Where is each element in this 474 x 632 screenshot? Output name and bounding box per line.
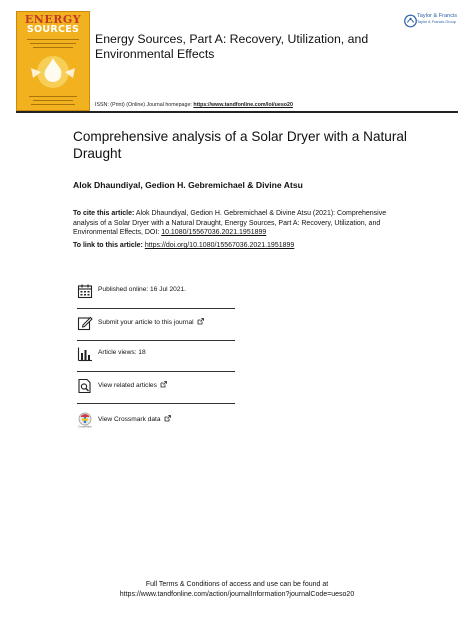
cover-fine-print	[27, 39, 79, 40]
article-views-row	[77, 344, 235, 368]
footer-terms	[0, 580, 474, 599]
related-articles-link[interactable]	[77, 376, 235, 400]
divider	[77, 308, 235, 309]
external-link-icon	[160, 381, 167, 388]
doi-link[interactable]: 10.1080/15567036.2021.1951899	[161, 229, 267, 237]
cite-text: Alok Dhaundiyal, Gedion H. Gebremichael & Divine Atsu (2021): Comprehensive analysis of a Solar Dryer with a Natural Draught, Energy Sources, Part A: Recovery, Utilization, and Environmental Effects, DOI:	[73, 210, 387, 237]
cover-fine-print	[29, 96, 77, 97]
journal-cover-image	[16, 11, 90, 111]
cover-fine-print	[31, 104, 75, 105]
related-articles-text: View related articles	[98, 382, 157, 389]
cover-fine-print	[30, 43, 76, 44]
citation-block	[73, 209, 413, 238]
article-doi-url[interactable]: https://doi.org/10.1080/15567036.2021.1951899	[144, 242, 295, 249]
edit-icon	[77, 315, 93, 331]
article-authors: Alok Dhaundiyal, Gedion H. Gebremichael & Divine Atsu	[73, 180, 303, 190]
cover-title-line1: ENERGY	[24, 13, 82, 26]
external-link-icon	[164, 415, 171, 422]
publisher-logo-text	[417, 13, 457, 26]
journal-homepage-link[interactable]: https://www.tandfonline.com/loi/ueso20	[193, 102, 293, 108]
cite-label: To cite this article:	[73, 210, 135, 217]
calendar-icon	[77, 283, 93, 299]
published-online-row	[77, 281, 235, 305]
cover-flame-graphic	[27, 54, 79, 90]
header-divider	[16, 111, 458, 113]
link-label: To link to this article:	[73, 242, 145, 249]
journal-title: Energy Sources, Part A: Recovery, Utilization, and Environmental Effects	[95, 32, 369, 61]
publisher-subname: Taylor & Francis Group	[417, 20, 456, 25]
published-online-text: Published online: 16 Jul 2021.	[98, 286, 186, 293]
divider	[77, 371, 235, 372]
crossmark-icon	[77, 412, 93, 428]
crossmark-link[interactable]	[77, 410, 235, 434]
submit-article-link[interactable]	[77, 313, 235, 337]
cover-fine-print	[33, 47, 73, 48]
crossmark-text: View Crossmark data	[98, 416, 161, 423]
footer-terms-line1: Full Terms & Conditions of access and use can be found at	[145, 581, 329, 588]
article-views-text: Article views: 18	[98, 349, 146, 356]
search-icon	[77, 378, 93, 394]
svg-text:CrossMark: CrossMark	[78, 425, 92, 428]
external-link-icon	[197, 318, 204, 325]
bar-chart-icon	[77, 346, 93, 362]
submit-article-text: Submit your article to this journal	[98, 319, 194, 326]
publisher-name: Taylor & Francis	[417, 13, 458, 19]
divider	[77, 403, 235, 404]
issn-label: ISSN: (Print) (Online) Journal homepage:	[95, 102, 194, 108]
divider	[77, 340, 235, 341]
issn-line	[95, 102, 293, 108]
article-title: Comprehensive analysis of a Solar Dryer with a Natural Draught	[73, 129, 407, 161]
cover-title-line2: SOURCES	[26, 24, 80, 35]
article-link-line	[73, 242, 294, 249]
cover-fine-print	[33, 100, 73, 101]
footer-terms-url[interactable]: https://www.tandfonline.com/action/journalInformation?journalCode=ueso20	[119, 590, 355, 598]
